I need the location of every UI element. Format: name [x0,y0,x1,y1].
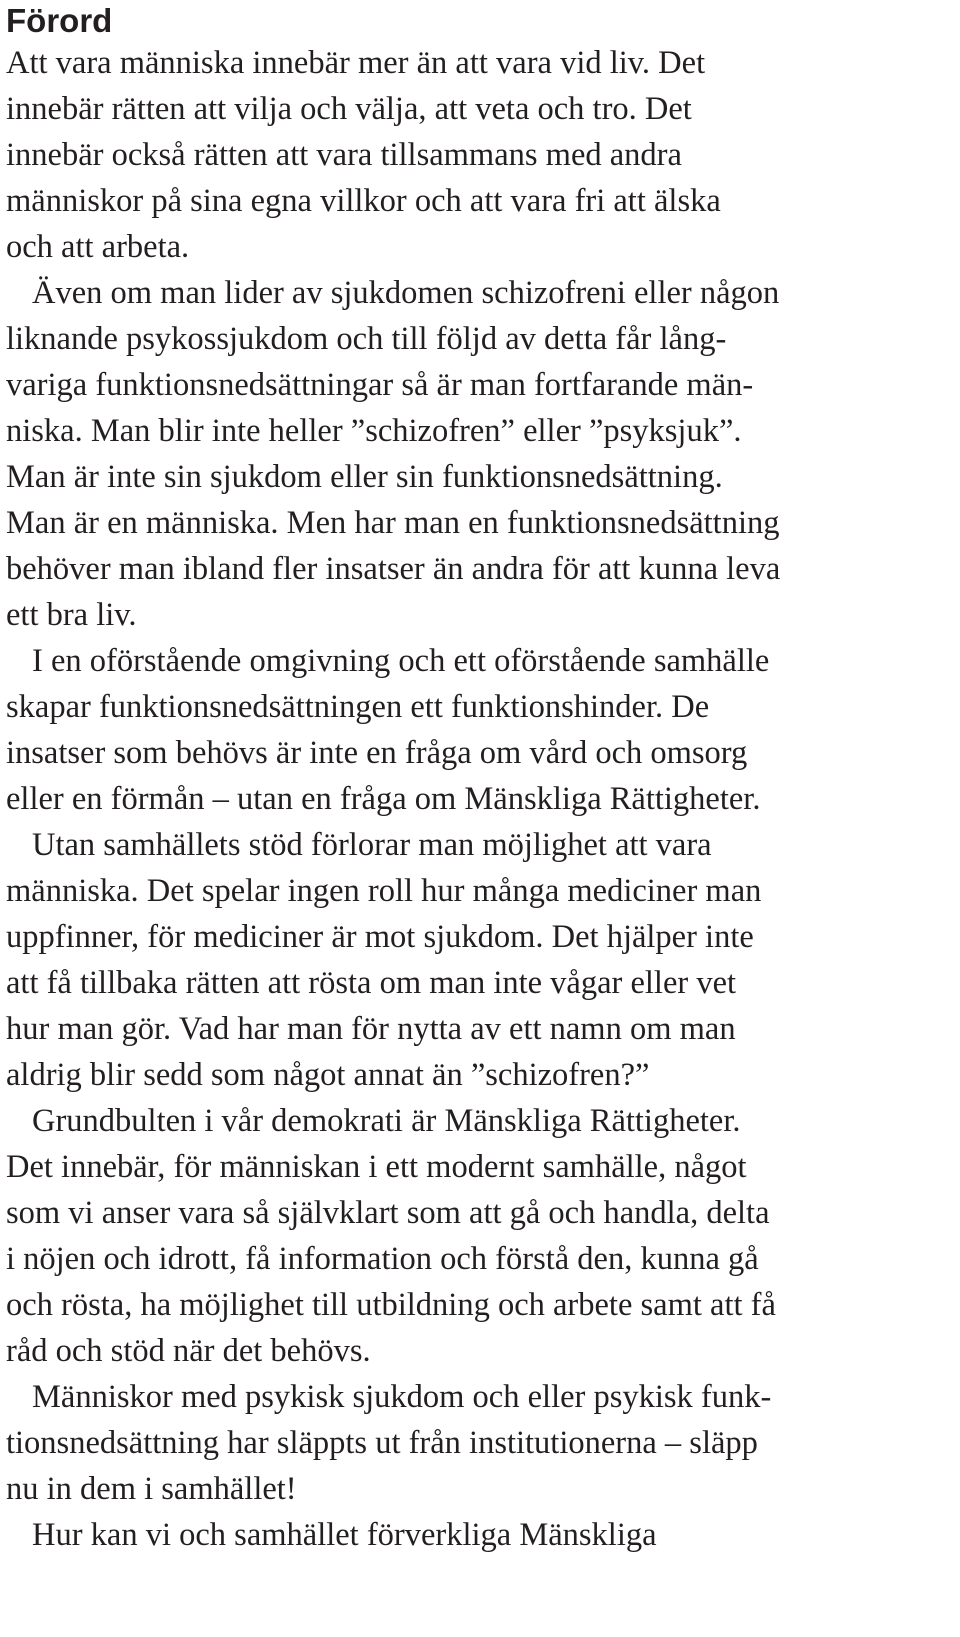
paragraph-line: som vi anser vara så självklart som att gå och handla, delta [6,1195,770,1231]
paragraph-line: eller en förmån – utan en fråga om Mänskliga Rättigheter. [6,781,761,817]
paragraph [6,1374,954,1512]
paragraph-line: Man är inte sin sjukdom eller sin funktionsnedsättning. [6,459,723,495]
paragraph-line: Utan samhällets stöd förlorar man möjlighet att vara [32,827,712,863]
paragraph [6,1512,954,1558]
paragraph [6,40,954,270]
paragraph [6,270,954,638]
paragraph-line: skapar funktionsnedsättningen ett funktionshinder. De [6,689,710,725]
paragraph-line: liknande psykossjukdom och till följd av detta får lång- [6,321,727,357]
paragraph-line: och rösta, ha möjlighet till utbildning och arbete samt att få [6,1287,776,1323]
paragraph-line: ett bra liv. [6,597,137,633]
paragraph-line: innebär rätten att vilja och välja, att veta och tro. Det [6,91,692,127]
paragraph-line: människa. Det spelar ingen roll hur många mediciner man [6,873,762,909]
paragraph-line: Hur kan vi och samhället förverkliga Mänskliga [32,1517,657,1553]
paragraph-line: nu in dem i samhället! [6,1471,297,1507]
paragraph-line: uppfinner, för mediciner är mot sjukdom. Det hjälper inte [6,919,754,955]
paragraph-line: variga funktionsnedsättningar så är man fortfarande män- [6,367,754,403]
paragraph-line: behöver man ibland fler insatser än andra för att kunna leva [6,551,781,587]
paragraph [6,822,954,1098]
paragraph-line: tionsnedsättning har släppts ut från institutionerna – släpp [6,1425,758,1461]
paragraph-line: i nöjen och idrott, få information och förstå den, kunna gå [6,1241,759,1277]
paragraph-line: Grundbulten i vår demokrati är Mänskliga Rättigheter. [32,1103,741,1139]
paragraph-line: insatser som behövs är inte en fråga om vård och omsorg [6,735,748,771]
paragraph-line: människor på sina egna villkor och att vara fri att älska [6,183,721,219]
paragraph-line: Att vara människa innebär mer än att vara vid liv. Det [6,45,706,81]
paragraph-line: aldrig blir sedd som något annat än ”schizofren?” [6,1057,650,1093]
page-title: Förord [6,2,113,39]
paragraph-line: hur man gör. Vad har man för nytta av ett namn om man [6,1011,736,1047]
paragraph [6,1098,954,1374]
paragraph-line: innebär också rätten att vara tillsammans med andra [6,137,682,173]
paragraph-line: och att arbeta. [6,229,190,265]
paragraph-line: råd och stöd när det behövs. [6,1333,371,1369]
paragraph [6,638,954,822]
paragraph-line: I en oförstående omgivning och ett oförstående samhälle [32,643,770,679]
paragraph-line: Även om man lider av sjukdomen schizofreni eller någon [32,275,780,311]
paragraph-line: att få tillbaka rätten att rösta om man inte vågar eller vet [6,965,737,1001]
paragraph-line: niska. Man blir inte heller ”schizofren” eller ”psyksjuk”. [6,413,742,449]
paragraph-line: Man är en människa. Men har man en funktionsnedsättning [6,505,780,541]
paragraph-line: Människor med psykisk sjukdom och eller psykisk funk- [32,1379,772,1415]
paragraph-line: Det innebär, för människan i ett modernt samhälle, något [6,1149,747,1185]
document-body [6,40,954,1558]
